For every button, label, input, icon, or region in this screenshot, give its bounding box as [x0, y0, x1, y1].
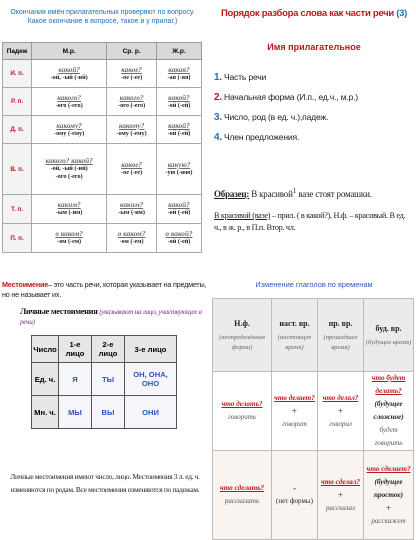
- pronouns-title-text: Личные местоимения: [20, 307, 98, 316]
- pronoun-cell: ОН, ОНА, ОНО: [125, 363, 177, 396]
- table-header-row: [3, 43, 202, 60]
- parse-sample: Образец: В красивой$^1$ вазе стоят ромашки.: [214, 186, 372, 199]
- cell-fem: какую? -ую (-юю): [156, 144, 201, 195]
- table-row: [3, 60, 202, 88]
- row-label: Мн. ч.: [32, 396, 59, 429]
- verb-tense-table: [212, 298, 414, 540]
- pronoun-cell: ОНИ: [125, 396, 177, 429]
- header-neut: Ср. р.: [107, 43, 157, 60]
- header-masc: М.р.: [32, 43, 107, 60]
- pronoun-definition-text: – это часть речи, которая указывает на предметы, но не называет их.: [2, 280, 207, 299]
- list-item: 1. Часть речи: [214, 72, 267, 83]
- cell-masc: какого? -ого (-его): [32, 88, 107, 116]
- note-line-1: Окончания имён прилагательных проверяют по вопросу.: [10, 9, 195, 16]
- cell-fem: какой? -ой (-ей): [156, 116, 201, 144]
- case-label: Т. п.: [3, 195, 32, 224]
- sample-rest: вазе стоят ромашки.: [298, 189, 372, 199]
- analysis-phrase: В красивой (вазе): [214, 211, 271, 220]
- cell-inf: что сделать? рассказать: [213, 451, 272, 540]
- cell-masc: о каком? -ом (-ем): [32, 224, 107, 253]
- header-fem: Ж.р.: [156, 43, 201, 60]
- list-item: 2. Начальная форма (И.п., ед.ч., м.р.): [214, 92, 358, 103]
- pronoun-cell: ТЫ: [92, 363, 125, 396]
- table-row: [32, 363, 177, 396]
- cell-past: что делал? + говорил: [317, 372, 363, 451]
- list-item: 3. Число, род (в ед. ч.),падеж.: [214, 112, 329, 123]
- cell-masc: какого? какой? -ой, -ый (-ий) -ого (-его): [32, 144, 107, 195]
- table-header-row: [213, 299, 414, 372]
- pronoun-cell: МЫ: [59, 396, 92, 429]
- cell-neut: какое? -ое (-ее): [107, 60, 157, 88]
- cell-neut: какое? -ое (-ее): [107, 144, 157, 195]
- parse-title: [212, 8, 416, 19]
- pronoun-cell: Я: [59, 363, 92, 396]
- table-row: [32, 396, 177, 429]
- list-item: 4. Член предложения.: [214, 132, 300, 143]
- cell-fem: какой? -ой (-ей): [156, 195, 201, 224]
- header-present: наст. вр. (настоящее время): [272, 299, 318, 372]
- adjective-case-table: [2, 42, 202, 253]
- cell-past: что сделал? + рассказал: [317, 451, 363, 540]
- personal-pronouns-title: [20, 307, 206, 327]
- analysis-text: – прил. ( в какой?), Н.ф. – красивый. В ед. ч., в ж. р., в П.п. Втор. чл.: [214, 211, 406, 232]
- header-number: Число: [32, 336, 59, 363]
- note-line-2: Какое окончание в вопросе, такое и у прилаг.): [27, 18, 178, 25]
- parse-subtitle: Имя прилагательное: [267, 42, 361, 52]
- pronoun-definition: [2, 280, 207, 300]
- case-label: И. п.: [3, 60, 32, 88]
- table-header-row: [32, 336, 177, 363]
- header-3rd-person: 3-е лицо: [125, 336, 177, 363]
- header-future: буд. вр. (будущее время): [364, 299, 414, 372]
- pronoun-keyword: Местоимение: [2, 280, 48, 289]
- verb-tense-title: Изменение глаголов по временам: [255, 280, 373, 289]
- header-2nd-person: 2-е лицо: [92, 336, 125, 363]
- parse-analysis: [214, 210, 414, 234]
- case-label: В. п.: [3, 144, 32, 195]
- table-row: [3, 224, 202, 253]
- pronouns-title-sub: (указывают на лицо, участвующее в речи): [20, 308, 202, 326]
- cell-fem: какой? -ой (-ей): [156, 88, 201, 116]
- cell-neut: какого? -ого (-его): [107, 88, 157, 116]
- adjective-endings-note: [0, 8, 205, 26]
- cell-masc: каким? -ым (-им): [32, 195, 107, 224]
- cell-fut: что будет делать? (будущее сложное) будет говорить: [364, 372, 414, 451]
- table-row: [3, 144, 202, 195]
- header-1st-person: 1-е лицо: [59, 336, 92, 363]
- table-row: [3, 195, 202, 224]
- row-label: Ед. ч.: [32, 363, 59, 396]
- cell-pres: что делает? + говорит: [272, 372, 318, 451]
- pronouns-note: Личные местоимения имеют число, лицо. Местоимения 3 л. ед. ч. изменяются по родам. Все местоимения изменяются по падежам.: [10, 472, 200, 494]
- header-past: пр. вр. (прошедшее время): [317, 299, 363, 372]
- cell-neut: каким? -ым (-им): [107, 195, 157, 224]
- cell-neut: какому? -ому (-ему): [107, 116, 157, 144]
- parse-steps-list: [214, 72, 414, 152]
- case-label: Р. п.: [3, 88, 32, 116]
- cell-masc: какой? -ой, -ый (-ий): [32, 60, 107, 88]
- table-row: [213, 451, 414, 540]
- personal-pronouns-table: [31, 335, 177, 429]
- cell-fem: какая? -ая (-яя): [156, 60, 201, 88]
- cell-neut: о каком? -ом (-ем): [107, 224, 157, 253]
- case-label: П. п.: [3, 224, 32, 253]
- parse-title-text: Порядок разбора слова как части речи: [221, 8, 394, 19]
- sample-label: Образец:: [214, 189, 250, 199]
- case-label: Д. п.: [3, 116, 32, 144]
- table-row: [3, 116, 202, 144]
- header-case: Падеж: [3, 43, 32, 60]
- pronoun-cell: ВЫ: [92, 396, 125, 429]
- sample-word: В красивой: [251, 189, 293, 199]
- parse-title-number: (3): [396, 8, 407, 19]
- table-row: [3, 88, 202, 116]
- cell-inf: что делать? говорить: [213, 372, 272, 451]
- cell-masc: какому? -ому (-ему): [32, 116, 107, 144]
- table-row: [213, 372, 414, 451]
- cell-fut: что сделает? (будущее простое) + расскажет: [364, 451, 414, 540]
- header-infinitive: Н.ф. (неопределённая форма): [213, 299, 272, 372]
- cell-pres: - (нет формы): [272, 451, 318, 540]
- cell-fem: о какой? -ой (-ей): [156, 224, 201, 253]
